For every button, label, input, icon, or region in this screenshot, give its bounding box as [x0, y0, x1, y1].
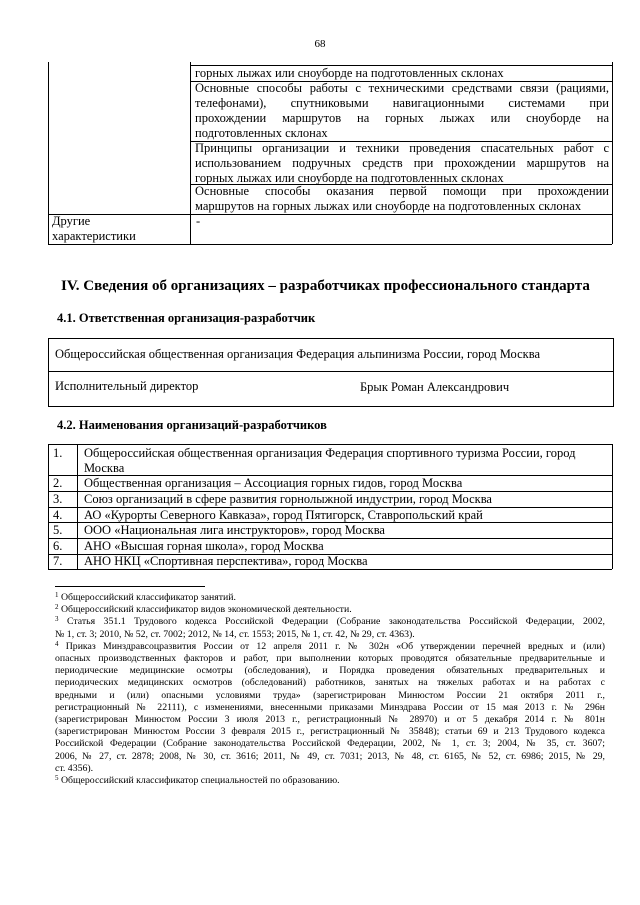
footnote-marker: 2	[55, 603, 59, 612]
developer-number: 4.	[53, 508, 63, 522]
footnote-line: вредными и (или) опасными условиями труда» (зарегистрирован Минюстом России 21 октября 2011 г.,	[55, 689, 605, 701]
footnote-text: Общероссийский классификатор видов экономической деятельности.	[60, 604, 352, 616]
table-text-line: Основные способы оказания первой помощи при прохождении	[195, 184, 609, 198]
knowledge-row-2	[195, 81, 609, 141]
other-characteristics-value: -	[196, 214, 201, 228]
developer-number: 1.	[53, 446, 63, 460]
knowledge-row-4	[195, 184, 609, 214]
footnote-1	[55, 592, 605, 604]
footnote-marker: 1	[55, 591, 59, 599]
footnote-marker: 3	[55, 615, 59, 624]
footnote-line	[55, 641, 605, 653]
footnote-line: ст. 4356).	[55, 762, 94, 774]
table-text-line: телефонами), спутниковыми навигационными системами при	[195, 96, 609, 110]
page-number: 68	[314, 38, 326, 50]
subsection-title-4-2: 4.2. Наименования организаций-разработчиков	[57, 418, 327, 432]
table-line	[190, 62, 191, 244]
footnote-5	[55, 775, 605, 787]
section-title: IV. Сведения об организациях – разработчиках профессионального стандарта	[61, 278, 590, 294]
footnote-3	[55, 616, 605, 640]
table-line	[612, 62, 613, 244]
footnote-line: регистрационный № 22111), с изменениями, внесенными приказами Минздрава России от 15 мая 2013 г. № 296н	[55, 701, 605, 713]
footnote-line: Российской Федерации (Собрание законодательства Российской Федерации, 2002, № 1, ст. 3; 2004, № 35, ст. 3607;	[55, 738, 605, 750]
footnote-line: (зарегистрирован Минюстом России 3 февраля 2015 г., регистрационный № 35848); статьи 69 и 213 Трудового кодекса	[55, 726, 605, 738]
footnote-text: Статья 351.1 Трудового кодекса Российской Федерации (Собрание законодательства Российской Федерации, 2002,	[66, 616, 605, 628]
developer-number: 6.	[53, 539, 63, 553]
footnote-line: 2006, № 27, ст. 2878; 2008, № 30, ст. 3616; 2011, № 49, ст. 7031; 2013, № 48, ст. 6165, № 52, ст. 6986; 2015, № 29,	[55, 750, 605, 762]
footnote-2	[55, 604, 605, 616]
table-line	[48, 244, 612, 245]
other-characteristics-label	[52, 214, 136, 244]
label-line: характеристики	[52, 229, 136, 243]
developer-name: Союз организаций в сфере развития горнолыжной индустрии, город Москва	[84, 492, 492, 506]
developer-number: 5.	[53, 523, 63, 537]
footnote-line: № 1, ст. 3; 2010, № 52, ст. 7002; 2012, № 14, ст. 1553; 2015, № 1, ст. 42, № 29, ст. 4363).	[55, 628, 415, 640]
footnote-text: Приказ Минздравсоцразвития России от 12 апреля 2011 г. № 302н «Об утверждении перечней вредных и (или)	[65, 640, 605, 652]
developer-name: АО «Курорты Северного Кавказа», город Пятигорск, Ставропольский край	[84, 508, 483, 522]
knowledge-row-1	[195, 66, 609, 81]
knowledge-row-3	[195, 141, 609, 186]
table-text-line: Принципы организации и техники проведения спасательных работ с	[195, 141, 609, 155]
footnote-line: периодических медицинских осмотров (обследований) работников, занятых на тяжелых работах и на работах с	[55, 677, 605, 689]
developer-number: 7.	[53, 554, 63, 568]
director-title: Исполнительный директор	[55, 379, 199, 393]
developer-number: 3.	[53, 492, 63, 506]
table-line	[48, 444, 49, 569]
table-line	[48, 569, 612, 570]
footnote-text: Общероссийский классификатор специальностей по образованию.	[60, 775, 340, 787]
footnote-text: Общероссийский классификатор занятий.	[60, 592, 236, 603]
responsible-org-name: Общероссийская общественная организация Федерация альпинизма России, город Москва	[55, 347, 540, 361]
table-line	[48, 62, 49, 244]
footnote-line: (зарегистрирован Минюстом России 3 июля 2013 г., регистрационный № 28970) и от 5 декабря 2014 г. № 801н	[55, 714, 605, 726]
table-line	[48, 444, 612, 445]
developer-name-line: Москва	[84, 461, 125, 475]
table-text-line: маршрутов на горных лыжах или сноуборде на подготовленных склонах	[195, 199, 582, 213]
developer-name: ООО «Национальная лига инструкторов», город Москва	[84, 523, 385, 537]
director-name: Брык Роман Александрович	[360, 380, 510, 394]
footnote-line	[55, 616, 605, 628]
developer-name: АНО НКЦ «Спортивная перспектива», город Москва	[84, 554, 368, 568]
subsection-title-4-1: 4.1. Ответственная организация-разработчик	[57, 311, 316, 325]
table-line	[48, 371, 613, 372]
footnote-4	[55, 641, 605, 775]
developer-name	[84, 446, 609, 476]
developer-name: АНО «Высшая горная школа», город Москва	[84, 539, 324, 553]
developer-name: Общественная организация – Ассоциация горных гидов, город Москва	[84, 476, 463, 490]
developer-number: 2.	[53, 476, 63, 490]
footnotes	[55, 592, 605, 787]
developer-name-line: Общероссийская общественная организация Федерация спортивного туризма России, город	[84, 446, 576, 460]
table-text-line: горных лыжах или сноуборде на подготовленных склонах	[195, 171, 504, 185]
footnote-marker: 5	[55, 774, 59, 783]
table-text-line: Основные способы работы с техническими средствами связи (рациями,	[195, 81, 609, 95]
footnote-marker: 4	[55, 639, 59, 648]
table-line	[612, 444, 613, 569]
footnote-line: опасных производственных факторов и работ, при выполнении которых проводятся обязательные предварительные и	[55, 653, 605, 665]
table-line	[77, 444, 78, 569]
footnote-separator	[55, 586, 205, 587]
table-text-line: подготовленных склонах	[195, 126, 328, 140]
footnote-line: периодические медицинские осмотры (обследования), и Порядка проведения обязательных предварительных и	[55, 665, 605, 677]
table-text-line: горных лыжах или сноуборде на подготовленных склонах	[195, 66, 504, 80]
label-line: Другие	[52, 214, 91, 228]
table-text-line: прохождении маршрутов на горных лыжах или сноуборде на	[195, 111, 609, 125]
table-text-line: использованием подручных средств при прохождении маршрутов на	[195, 156, 609, 170]
